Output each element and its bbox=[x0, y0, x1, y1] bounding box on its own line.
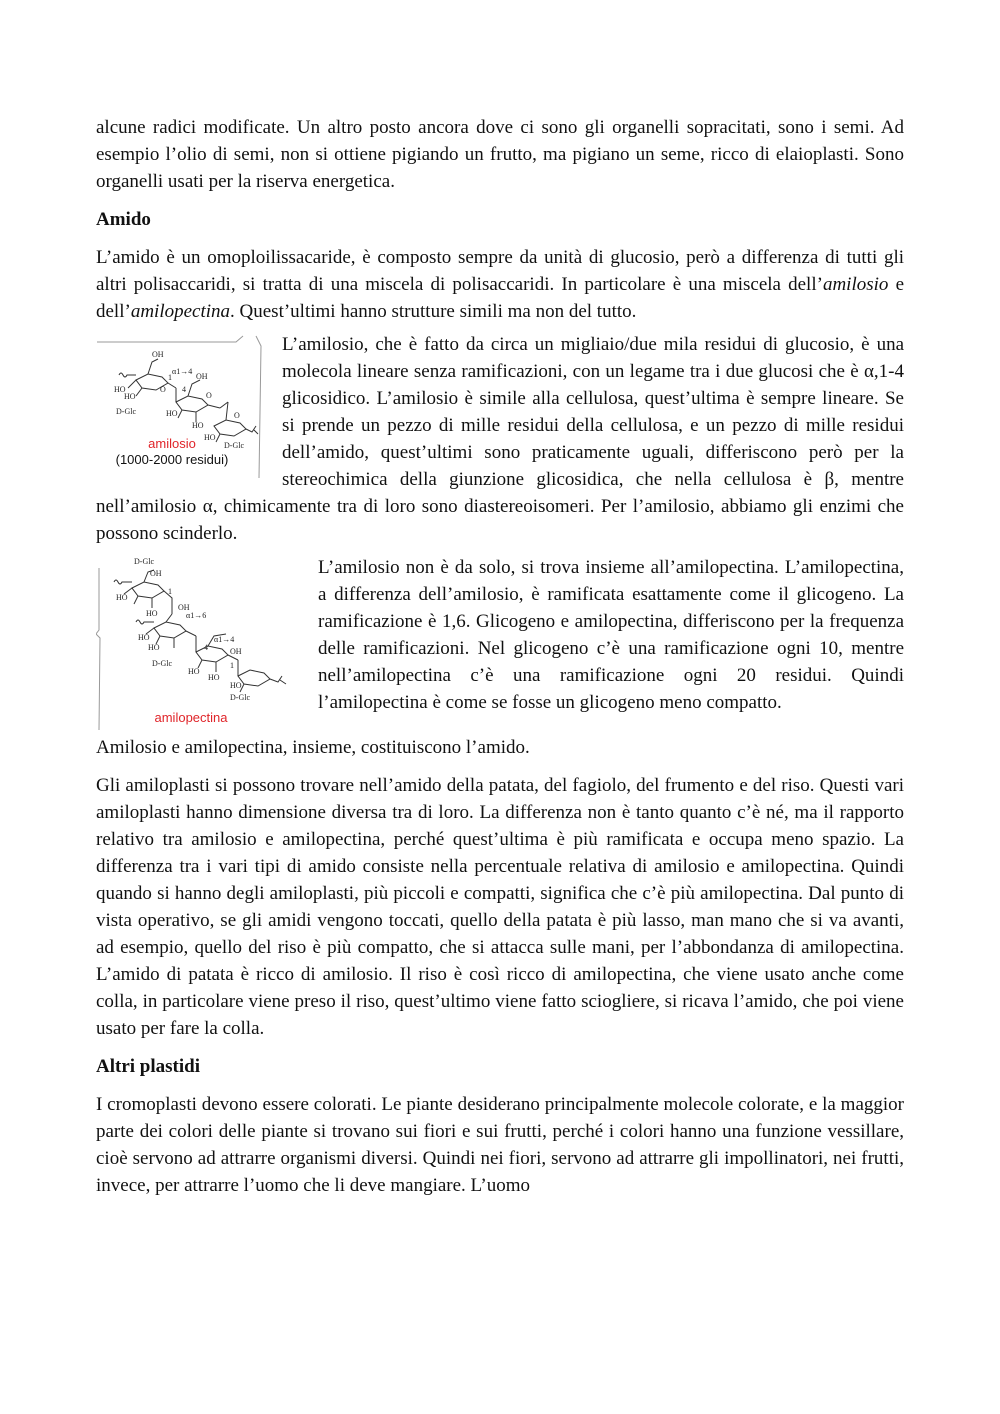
svg-text:HO: HO bbox=[138, 633, 150, 642]
svg-text:OH: OH bbox=[178, 603, 190, 612]
svg-text:α1→4: α1→4 bbox=[214, 635, 235, 644]
svg-text:α1→4: α1→4 bbox=[172, 367, 193, 376]
svg-text:1: 1 bbox=[230, 661, 234, 670]
svg-text:D-Glc: D-Glc bbox=[152, 659, 172, 668]
svg-text:D-Glc: D-Glc bbox=[116, 407, 136, 416]
svg-text:4: 4 bbox=[204, 643, 208, 652]
svg-text:HO: HO bbox=[166, 409, 178, 418]
svg-text:HO: HO bbox=[148, 643, 160, 652]
svg-text:O: O bbox=[160, 385, 166, 394]
amilopectina-paragraph: L’amilosio non è da solo, si trova insieme all’amilopectina. L’amilopectina, a differenza dell’amilosio, è ramificata esattamente come il glicogeno. La ramificazione è 1,6. Glicogeno e amilopectina, differiscono per la frequenza delle ramificazioni. Nel glicogeno c’è una ramificazione ogni 10, mentre nell’amilopectina c’è una ramificazione ogni 20 residui. Quindi l’amilopectina è come se fosse un glicogeno meno compatto. bbox=[318, 557, 904, 713]
amilopectina-figure bbox=[96, 554, 302, 730]
svg-text:HO: HO bbox=[230, 681, 242, 690]
heading-amido: Amido bbox=[96, 209, 151, 230]
svg-text:D-Glc: D-Glc bbox=[230, 693, 250, 702]
svg-text:α1→6: α1→6 bbox=[186, 611, 207, 620]
svg-text:1: 1 bbox=[168, 373, 172, 382]
svg-text:HO: HO bbox=[146, 609, 158, 618]
svg-text:OH: OH bbox=[230, 647, 242, 656]
svg-text:HO: HO bbox=[116, 593, 128, 602]
insieme-paragraph: Amilosio e amilopectina, insieme, costituiscono l’amido. bbox=[96, 737, 530, 758]
amilosio-caption-detail: (1000-2000 residui) bbox=[115, 452, 229, 467]
svg-text:OH: OH bbox=[152, 350, 164, 359]
svg-text:OH: OH bbox=[150, 569, 162, 578]
document-page bbox=[96, 114, 904, 1199]
svg-text:HO: HO bbox=[124, 392, 136, 401]
svg-text:OH: OH bbox=[196, 372, 208, 381]
svg-text:HO: HO bbox=[188, 667, 200, 676]
svg-text:O: O bbox=[206, 391, 212, 400]
amilosio-figure bbox=[96, 332, 264, 480]
svg-text:HO: HO bbox=[208, 673, 220, 682]
svg-text:O: O bbox=[234, 411, 240, 420]
svg-text:1: 1 bbox=[168, 587, 172, 596]
cromoplasti-paragraph: I cromoplasti devono essere colorati. Le piante desiderano principalmente molecole colorate, e la maggior parte dei colori delle piante si trovano sui fiori e sui frutti, perché i colori hanno una funzione vessillare, cioè servono ad attrarre organismi diversi. Quindi nei fiori, servono ad attrarre gli impollinatori, nei frutti, invece, per attrarre l’uomo che li deve mangiare. L’uomo bbox=[96, 1094, 904, 1196]
amilosio-caption-name: amilosio bbox=[148, 436, 196, 451]
amilosio-paragraph: L’amilosio, che è fatto da circa un migliaio/due mila residui di glucosio, è una molecola lineare senza ramificazioni, con un legame tra i due glucosi che è α,1-4 glicosidico. L’amilosio è simile alla cellulosa, quest’ultima è sempre lineare. Se si prende un pezzo di mille residui della cellulosa, e un pezzo di mille residui dell’amido, quest’ultimi sono praticamente uguali, differiscono però per la stereochimica della giunzione glicosidica, che nella cellulosa è β, mentre nell’amilosio α, chimicamente tra di loro sono diastereoisomeri. Per l’amilosio, abbiamo gli enzimi che possono scinderlo. bbox=[96, 334, 904, 544]
heading-altri-plastidi: Altri plastidi bbox=[96, 1056, 200, 1077]
svg-text:D-Glc: D-Glc bbox=[134, 557, 154, 566]
svg-text:HO: HO bbox=[204, 433, 216, 442]
svg-text:D-Glc: D-Glc bbox=[224, 441, 244, 450]
amido-paragraph: L’amido è un omoploilissacaride, è composto sempre da unità di glucosio, però a differenza di tutti gli altri polisaccaridi, si tratta di una miscela di polisaccaridi. In particolare è una miscela dell’amilosio e dell’amilopectina. Quest’ultimi hanno strutture simili ma non del tutto. bbox=[96, 247, 904, 322]
amilopectina-structure-drawing bbox=[96, 554, 302, 730]
amiloplasti-paragraph: Gli amiloplasti si possono trovare nell’amido della patata, del fagiolo, del frumento e del riso. Questi vari amiloplasti hanno dimensione diversa tra di loro. La differenza non è tanto quanto c’è né, ma il rapporto relativo tra amilosio e amilopectina, perché quest’ultima è più ramificata e occupa meno spazio. La differenza tra i vari tipi di amido consiste nella percentuale relativa di amilosio e amilopectina. Quindi quando si hanno degli amiloplasti, più piccoli e compatti, significa che c’è più amilopectina. Dal punto di vista operativo, se gli amidi vengono toccati, quello della patata è più lasso, man mano che si va avanti, ad esempio, quello del riso è più compatto, che si attacca sulle mani, per l’abbondanza di amilopectina. L’amido di patata è ricco di amilosio. Il riso è così ricco di amilopectina, che viene usato anche come colla, in particolare viene preso il riso, quest’ultimo viene fatto sciogliere, si ricava l’amido, che poi viene usato per fare la colla. bbox=[96, 775, 904, 1039]
amilopectina-caption-name: amilopectina bbox=[154, 710, 228, 725]
svg-text:HO: HO bbox=[192, 421, 204, 430]
svg-text:HO: HO bbox=[114, 385, 126, 394]
intro-paragraph: alcune radici modificate. Un altro posto ancora dove ci sono gli organelli sopracitati, sono i semi. Ad esempio l’olio di semi, non si ottiene pigiando un frutto, ma pigiano un seme, ricco di elaioplasti. Sono organelli usati per la riserva energetica. bbox=[96, 117, 904, 192]
svg-text:4: 4 bbox=[182, 385, 186, 394]
